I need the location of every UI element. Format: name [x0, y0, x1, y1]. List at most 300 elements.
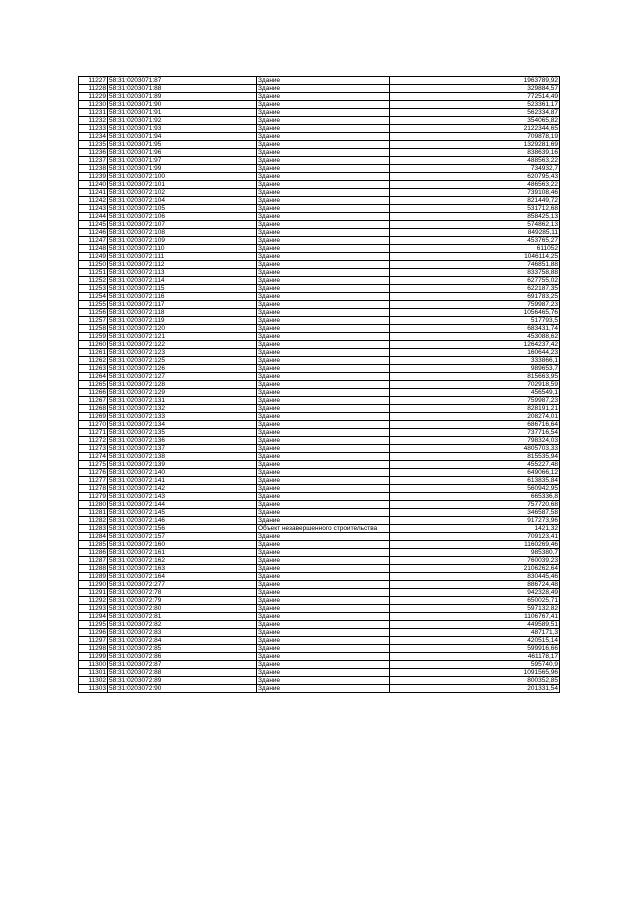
cadastral-number-cell: 58:31:0203072:116	[108, 293, 257, 301]
row-number-cell: 11275	[79, 461, 108, 469]
cadastral-number-cell: 58:31:0203072:129	[108, 389, 257, 397]
cadastral-number-cell: 58:31:0203072:89	[108, 677, 257, 685]
object-type-cell: Здание	[257, 141, 390, 149]
cadastral-number-cell: 58:31:0203072:112	[108, 261, 257, 269]
cadastral-value-cell: 1091565,96	[390, 669, 560, 677]
row-number-cell: 11266	[79, 389, 108, 397]
object-type-cell: Здание	[257, 357, 390, 365]
object-type-cell: Здание	[257, 85, 390, 93]
table-row	[79, 485, 560, 493]
cadastral-number-cell: 58:31:0203072:135	[108, 429, 257, 437]
object-type-cell: Здание	[257, 341, 390, 349]
row-number-cell: 11291	[79, 589, 108, 597]
cadastral-number-cell: 58:31:0203071:91	[108, 109, 257, 117]
cadastral-number-cell: 58:31:0203072:85	[108, 645, 257, 653]
cadastral-value-cell: 757720,68	[390, 501, 560, 509]
object-type-cell: Здание	[257, 549, 390, 557]
row-number-cell: 11284	[79, 533, 108, 541]
object-type-cell: Здание	[257, 429, 390, 437]
cadastral-number-cell: 58:31:0203071:90	[108, 101, 257, 109]
object-type-cell: Здание	[257, 621, 390, 629]
row-number-cell: 11294	[79, 613, 108, 621]
table-row	[79, 413, 560, 421]
table-row	[79, 509, 560, 517]
object-type-cell: Здание	[257, 533, 390, 541]
table-row	[79, 189, 560, 197]
cadastral-value-cell: 815663,95	[390, 373, 560, 381]
object-type-cell: Здание	[257, 125, 390, 133]
row-number-cell: 11235	[79, 141, 108, 149]
table-row	[79, 573, 560, 581]
cadastral-value-cell: 838639,16	[390, 149, 560, 157]
table-row	[79, 453, 560, 461]
cadastral-value-cell: 599916,66	[390, 645, 560, 653]
table-row	[79, 661, 560, 669]
cadastral-value-cell: 620795,43	[390, 173, 560, 181]
row-number-cell: 11290	[79, 581, 108, 589]
cadastral-number-cell: 58:31:0203072:121	[108, 333, 257, 341]
table-row	[79, 613, 560, 621]
cadastral-value-cell: 613835,84	[390, 477, 560, 485]
object-type-cell: Здание	[257, 101, 390, 109]
cadastral-number-cell: 58:31:0203072:107	[108, 221, 257, 229]
cadastral-number-cell: 58:31:0203072:105	[108, 205, 257, 213]
table-row	[79, 677, 560, 685]
cadastral-number-cell: 58:31:0203072:81	[108, 613, 257, 621]
cadastral-value-cell: 456549,1	[390, 389, 560, 397]
object-type-cell: Здание	[257, 453, 390, 461]
cadastral-number-cell: 58:31:0203072:106	[108, 213, 257, 221]
row-number-cell: 11277	[79, 477, 108, 485]
cadastral-value-cell: 1160269,46	[390, 541, 560, 549]
row-number-cell: 11232	[79, 117, 108, 125]
object-type-cell: Здание	[257, 685, 390, 693]
table-row	[79, 541, 560, 549]
row-number-cell: 11240	[79, 181, 108, 189]
row-number-cell: 11287	[79, 557, 108, 565]
row-number-cell: 11302	[79, 677, 108, 685]
object-type-cell: Здание	[257, 317, 390, 325]
cadastral-number-cell: 58:31:0203072:163	[108, 565, 257, 573]
object-type-cell: Здание	[257, 645, 390, 653]
table-row	[79, 269, 560, 277]
cadastral-number-cell: 58:31:0203072:161	[108, 549, 257, 557]
cadastral-number-cell: 58:31:0203072:120	[108, 325, 257, 333]
cadastral-number-cell: 58:31:0203072:164	[108, 573, 257, 581]
row-number-cell: 11292	[79, 597, 108, 605]
cadastral-number-cell: 58:31:0203071:93	[108, 125, 257, 133]
object-type-cell: Здание	[257, 437, 390, 445]
cadastral-number-cell: 58:31:0203072:143	[108, 493, 257, 501]
row-number-cell: 11228	[79, 85, 108, 93]
table-row	[79, 685, 560, 693]
table-row	[79, 317, 560, 325]
table-row	[79, 397, 560, 405]
table-row	[79, 117, 560, 125]
cadastral-number-cell: 58:31:0203072:87	[108, 661, 257, 669]
cadastral-value-cell: 1056465,76	[390, 309, 560, 317]
table-row	[79, 221, 560, 229]
table-row	[79, 237, 560, 245]
object-type-cell: Здание	[257, 469, 390, 477]
row-number-cell: 11229	[79, 93, 108, 101]
row-number-cell: 11256	[79, 309, 108, 317]
cadastral-value-cell: 560942,95	[390, 485, 560, 493]
object-type-cell: Здание	[257, 221, 390, 229]
table-row	[79, 437, 560, 445]
cadastral-value-cell: 821449,72	[390, 197, 560, 205]
object-type-cell: Здание	[257, 213, 390, 221]
object-type-cell: Здание	[257, 165, 390, 173]
cadastral-value-table	[78, 76, 560, 693]
table-row	[79, 557, 560, 565]
row-number-cell: 11276	[79, 469, 108, 477]
object-type-cell: Здание	[257, 589, 390, 597]
cadastral-number-cell: 58:31:0203072:80	[108, 605, 257, 613]
object-type-cell: Здание	[257, 669, 390, 677]
cadastral-value-cell: 691783,25	[390, 293, 560, 301]
table-row	[79, 605, 560, 613]
cadastral-number-cell: 58:31:0203072:86	[108, 653, 257, 661]
object-type-cell: Здание	[257, 245, 390, 253]
row-number-cell: 11241	[79, 189, 108, 197]
cadastral-value-cell: 453765,27	[390, 237, 560, 245]
row-number-cell: 11278	[79, 485, 108, 493]
object-type-cell: Здание	[257, 493, 390, 501]
object-type-cell: Здание	[257, 325, 390, 333]
cadastral-number-cell: 58:31:0203072:101	[108, 181, 257, 189]
row-number-cell: 11253	[79, 285, 108, 293]
row-number-cell: 11263	[79, 365, 108, 373]
cadastral-number-cell: 58:31:0203072:115	[108, 285, 257, 293]
object-type-cell: Здание	[257, 93, 390, 101]
cadastral-value-cell: 562334,87	[390, 109, 560, 117]
object-type-cell: Здание	[257, 117, 390, 125]
cadastral-value-cell: 461178,17	[390, 653, 560, 661]
cadastral-number-cell: 58:31:0203072:119	[108, 317, 257, 325]
row-number-cell: 11280	[79, 501, 108, 509]
cadastral-value-cell: 800352,85	[390, 677, 560, 685]
row-number-cell: 11233	[79, 125, 108, 133]
table-row	[79, 301, 560, 309]
row-number-cell: 11227	[79, 77, 108, 85]
table-row	[79, 533, 560, 541]
table-row	[79, 125, 560, 133]
cadastral-value-cell: 746851,88	[390, 261, 560, 269]
row-number-cell: 11269	[79, 413, 108, 421]
object-type-cell: Здание	[257, 661, 390, 669]
cadastral-value-cell: 709878,19	[390, 133, 560, 141]
row-number-cell: 11262	[79, 357, 108, 365]
cadastral-number-cell: 58:31:0203072:142	[108, 485, 257, 493]
row-number-cell: 11296	[79, 629, 108, 637]
row-number-cell: 11255	[79, 301, 108, 309]
table-row	[79, 429, 560, 437]
row-number-cell: 11243	[79, 205, 108, 213]
cadastral-value-cell: 734932,7	[390, 165, 560, 173]
cadastral-number-cell: 58:31:0203072:122	[108, 341, 257, 349]
object-type-cell: Здание	[257, 501, 390, 509]
cadastral-value-cell: 201331,54	[390, 685, 560, 693]
object-type-cell: Здание	[257, 541, 390, 549]
row-number-cell: 11239	[79, 173, 108, 181]
table-row	[79, 213, 560, 221]
cadastral-number-cell: 58:31:0203071:96	[108, 149, 257, 157]
row-number-cell: 11252	[79, 277, 108, 285]
object-type-cell: Здание	[257, 405, 390, 413]
object-type-cell: Здание	[257, 293, 390, 301]
object-type-cell: Здание	[257, 157, 390, 165]
cadastral-value-cell: 737716,54	[390, 429, 560, 437]
table-row	[79, 525, 560, 533]
row-number-cell: 11244	[79, 213, 108, 221]
cadastral-number-cell: 58:31:0203071:99	[108, 165, 257, 173]
object-type-cell: Здание	[257, 397, 390, 405]
table-row	[79, 205, 560, 213]
cadastral-value-cell: 849285,11	[390, 229, 560, 237]
cadastral-number-cell: 58:31:0203072:134	[108, 421, 257, 429]
object-type-cell: Здание	[257, 197, 390, 205]
cadastral-number-cell: 58:31:0203072:128	[108, 381, 257, 389]
table-row	[79, 253, 560, 261]
cadastral-value-cell: 709123,41	[390, 533, 560, 541]
cadastral-value-cell: 2106262,64	[390, 565, 560, 573]
cadastral-number-cell: 58:31:0203071:89	[108, 93, 257, 101]
table-row	[79, 109, 560, 117]
row-number-cell: 11264	[79, 373, 108, 381]
table-row	[79, 149, 560, 157]
cadastral-number-cell: 58:31:0203072:156	[108, 525, 257, 533]
table-row	[79, 85, 560, 93]
table-row	[79, 293, 560, 301]
object-type-cell: Здание	[257, 637, 390, 645]
cadastral-value-cell: 597132,82	[390, 605, 560, 613]
object-type-cell: Здание	[257, 253, 390, 261]
cadastral-value-cell: 354065,82	[390, 117, 560, 125]
object-type-cell: Здание	[257, 189, 390, 197]
object-type-cell: Здание	[257, 629, 390, 637]
table-row	[79, 157, 560, 165]
object-type-cell: Здание	[257, 613, 390, 621]
object-type-cell: Здание	[257, 277, 390, 285]
cadastral-value-cell: 759987,23	[390, 301, 560, 309]
object-type-cell: Здание	[257, 565, 390, 573]
row-number-cell: 11274	[79, 453, 108, 461]
row-number-cell: 11299	[79, 653, 108, 661]
row-number-cell: 11254	[79, 293, 108, 301]
cadastral-value-cell: 759987,23	[390, 397, 560, 405]
table-row	[79, 165, 560, 173]
cadastral-number-cell: 58:31:0203072:108	[108, 229, 257, 237]
table-row	[79, 333, 560, 341]
object-type-cell: Здание	[257, 301, 390, 309]
table-body	[79, 77, 560, 693]
cadastral-number-cell: 58:31:0203072:145	[108, 509, 257, 517]
object-type-cell: Здание	[257, 421, 390, 429]
object-type-cell: Здание	[257, 445, 390, 453]
cadastral-value-cell: 798324,03	[390, 437, 560, 445]
table-row	[79, 365, 560, 373]
object-type-cell: Здание	[257, 269, 390, 277]
table-row	[79, 629, 560, 637]
row-number-cell: 11237	[79, 157, 108, 165]
object-type-cell: Здание	[257, 261, 390, 269]
cadastral-value-cell: 346587,58	[390, 509, 560, 517]
object-type-cell: Здание	[257, 381, 390, 389]
object-type-cell: Здание	[257, 677, 390, 685]
row-number-cell: 11234	[79, 133, 108, 141]
table-row	[79, 389, 560, 397]
row-number-cell: 11248	[79, 245, 108, 253]
row-number-cell: 11231	[79, 109, 108, 117]
row-number-cell: 11250	[79, 261, 108, 269]
cadastral-number-cell: 58:31:0203072:146	[108, 517, 257, 525]
cadastral-value-cell: 1046114,25	[390, 253, 560, 261]
cadastral-value-cell: 683431,74	[390, 325, 560, 333]
cadastral-value-cell: 985380,7	[390, 549, 560, 557]
cadastral-value-cell: 665336,8	[390, 493, 560, 501]
table-row	[79, 669, 560, 677]
object-type-cell: Объект незавершенного строительства	[257, 525, 390, 533]
cadastral-number-cell: 58:31:0203072:141	[108, 477, 257, 485]
table-row	[79, 381, 560, 389]
table-row	[79, 285, 560, 293]
cadastral-value-cell: 523361,17	[390, 101, 560, 109]
object-type-cell: Здание	[257, 173, 390, 181]
row-number-cell: 11285	[79, 541, 108, 549]
table-row	[79, 589, 560, 597]
cadastral-number-cell: 58:31:0203072:126	[108, 365, 257, 373]
table-row	[79, 653, 560, 661]
cadastral-number-cell: 58:31:0203072:117	[108, 301, 257, 309]
table-row	[79, 621, 560, 629]
table-row	[79, 245, 560, 253]
cadastral-value-cell: 886724,48	[390, 581, 560, 589]
cadastral-value-cell: 830445,46	[390, 573, 560, 581]
cadastral-value-cell: 486563,22	[390, 181, 560, 189]
row-number-cell: 11249	[79, 253, 108, 261]
cadastral-number-cell: 58:31:0203071:92	[108, 117, 257, 125]
cadastral-value-cell: 595740,9	[390, 661, 560, 669]
cadastral-value-cell: 858425,13	[390, 213, 560, 221]
row-number-cell: 11272	[79, 437, 108, 445]
table-row	[79, 261, 560, 269]
row-number-cell: 11268	[79, 405, 108, 413]
object-type-cell: Здание	[257, 461, 390, 469]
object-type-cell: Здание	[257, 477, 390, 485]
table-row	[79, 445, 560, 453]
row-number-cell: 11230	[79, 101, 108, 109]
row-number-cell: 11273	[79, 445, 108, 453]
cadastral-value-cell: 574862,13	[390, 221, 560, 229]
table-row	[79, 581, 560, 589]
cadastral-number-cell: 58:31:0203072:78	[108, 589, 257, 597]
cadastral-value-cell: 1329281,69	[390, 141, 560, 149]
object-type-cell: Здание	[257, 77, 390, 85]
row-number-cell: 11270	[79, 421, 108, 429]
row-number-cell: 11300	[79, 661, 108, 669]
row-number-cell: 11282	[79, 517, 108, 525]
table-row	[79, 197, 560, 205]
cadastral-number-cell: 58:31:0203072:102	[108, 189, 257, 197]
row-number-cell: 11288	[79, 565, 108, 573]
row-number-cell: 11293	[79, 605, 108, 613]
cadastral-value-cell: 160644,23	[390, 349, 560, 357]
table-row	[79, 501, 560, 509]
table-row	[79, 173, 560, 181]
cadastral-number-cell: 58:31:0203072:137	[108, 445, 257, 453]
object-type-cell: Здание	[257, 557, 390, 565]
cadastral-number-cell: 58:31:0203072:132	[108, 405, 257, 413]
row-number-cell: 11289	[79, 573, 108, 581]
table-row	[79, 141, 560, 149]
cadastral-value-cell: 686716,64	[390, 421, 560, 429]
object-type-cell: Здание	[257, 517, 390, 525]
cadastral-value-cell: 772514,49	[390, 93, 560, 101]
cadastral-value-cell: 420515,14	[390, 637, 560, 645]
row-number-cell: 11236	[79, 149, 108, 157]
row-number-cell: 11258	[79, 325, 108, 333]
object-type-cell: Здание	[257, 109, 390, 117]
cadastral-value-cell: 333866,1	[390, 357, 560, 365]
cadastral-value-cell: 649066,12	[390, 469, 560, 477]
object-type-cell: Здание	[257, 285, 390, 293]
cadastral-value-cell: 487171,3	[390, 629, 560, 637]
table-row	[79, 349, 560, 357]
cadastral-value-cell: 329884,57	[390, 85, 560, 93]
object-type-cell: Здание	[257, 205, 390, 213]
document-page	[78, 76, 558, 693]
row-number-cell: 11260	[79, 341, 108, 349]
table-row	[79, 277, 560, 285]
object-type-cell: Здание	[257, 653, 390, 661]
table-row	[79, 421, 560, 429]
cadastral-value-cell: 739108,46	[390, 189, 560, 197]
object-type-cell: Здание	[257, 309, 390, 317]
cadastral-number-cell: 58:31:0203072:125	[108, 357, 257, 365]
cadastral-value-cell: 449589,51	[390, 621, 560, 629]
table-row	[79, 597, 560, 605]
table-row	[79, 373, 560, 381]
cadastral-number-cell: 58:31:0203072:138	[108, 453, 257, 461]
object-type-cell: Здание	[257, 229, 390, 237]
cadastral-value-cell: 2122344,65	[390, 125, 560, 133]
cadastral-value-cell: 611052	[390, 245, 560, 253]
cadastral-value-cell: 1421,32	[390, 525, 560, 533]
row-number-cell: 11303	[79, 685, 108, 693]
row-number-cell: 11245	[79, 221, 108, 229]
cadastral-number-cell: 58:31:0203071:97	[108, 157, 257, 165]
cadastral-number-cell: 58:31:0203072:140	[108, 469, 257, 477]
cadastral-value-cell: 650025,71	[390, 597, 560, 605]
row-number-cell: 11259	[79, 333, 108, 341]
cadastral-value-cell: 1106767,41	[390, 613, 560, 621]
cadastral-value-cell: 453088,62	[390, 333, 560, 341]
cadastral-number-cell: 58:31:0203072:104	[108, 197, 257, 205]
cadastral-number-cell: 58:31:0203072:88	[108, 669, 257, 677]
table-row	[79, 357, 560, 365]
cadastral-number-cell: 58:31:0203072:136	[108, 437, 257, 445]
cadastral-number-cell: 58:31:0203072:109	[108, 237, 257, 245]
table-row	[79, 461, 560, 469]
table-row	[79, 325, 560, 333]
table-row	[79, 517, 560, 525]
cadastral-value-cell: 627755,02	[390, 277, 560, 285]
table-row	[79, 477, 560, 485]
cadastral-number-cell: 58:31:0203072:111	[108, 253, 257, 261]
cadastral-number-cell: 58:31:0203072:90	[108, 685, 257, 693]
cadastral-value-cell: 622187,35	[390, 285, 560, 293]
